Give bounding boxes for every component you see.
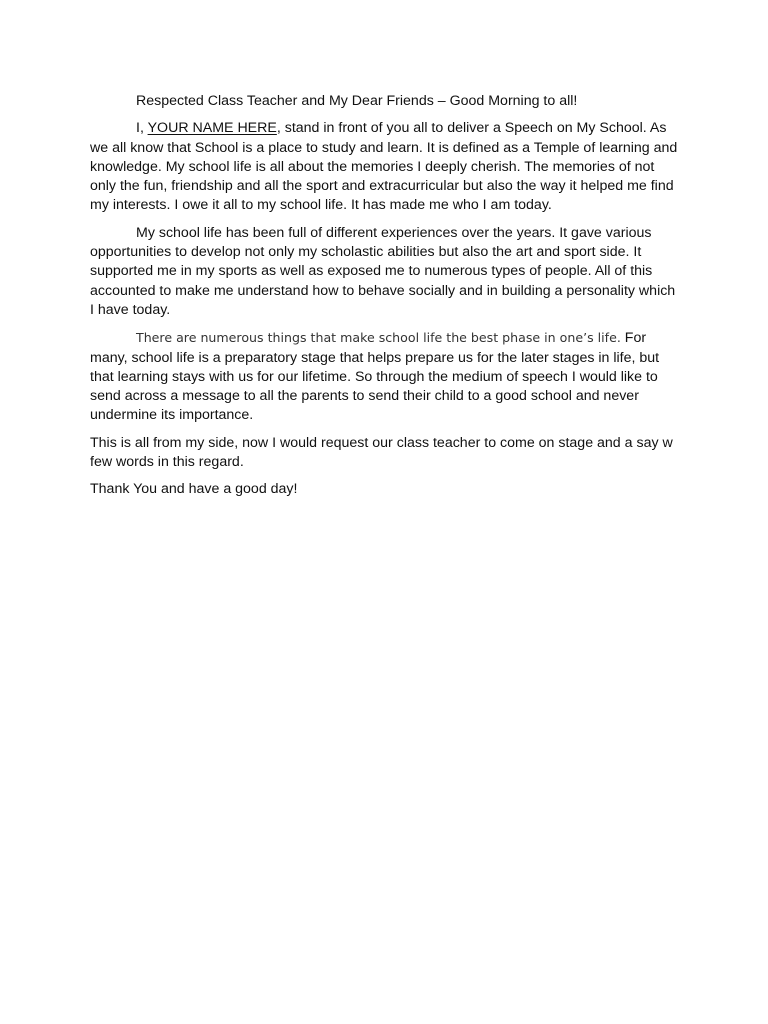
intro-opening-text: I,: [136, 120, 148, 137]
introduction-paragraph: [90, 119, 682, 215]
conclusion-paragraph: This is all from my side, now I would request our class teacher to come on stage and a say w few words in this regard.: [90, 434, 673, 471]
greeting-paragraph: Respected Class Teacher and My Dear Friends – Good Morning to all!: [136, 93, 578, 109]
name-placeholder: YOUR NAME HERE: [147, 120, 277, 137]
intro-body-text: , stand in front of you all to deliver a Speech on My School. As we all know that School is a place to study and learn. It is defined as a Temple of learning and knowledge. My school life is all about the memories I deeply cherish. The memories of not only the fun, friendship and all the sport and extracurricular but also the way it helped me find my interests. I owe it all to my school life. It has made me who I am today.: [90, 120, 678, 214]
importance-lead-sentence: There are numerous things that make school life the best phase in one’s life.: [136, 330, 621, 346]
experiences-paragraph: My school life has been full of different experiences over the years. It gave various opportunities to develop not only my scholastic abilities but also the art and sport side. It supported me in my sports as well as exposed me to numerous types of people. All of this accounted to make me understand how to behave socially and in building a personality which I have today.: [90, 224, 676, 318]
document-page: [90, 92, 682, 508]
importance-paragraph: [90, 328, 682, 425]
importance-body-text: For many, school life is a preparatory stage that helps prepare us for the later stages in life, but that learning stays with us for our lifetime. So through the medium of speech I would like to send across a message to all the parents to send their child to a good school and never undermine its importance.: [90, 330, 660, 424]
closing-paragraph: Thank You and have a good day!: [90, 481, 298, 498]
